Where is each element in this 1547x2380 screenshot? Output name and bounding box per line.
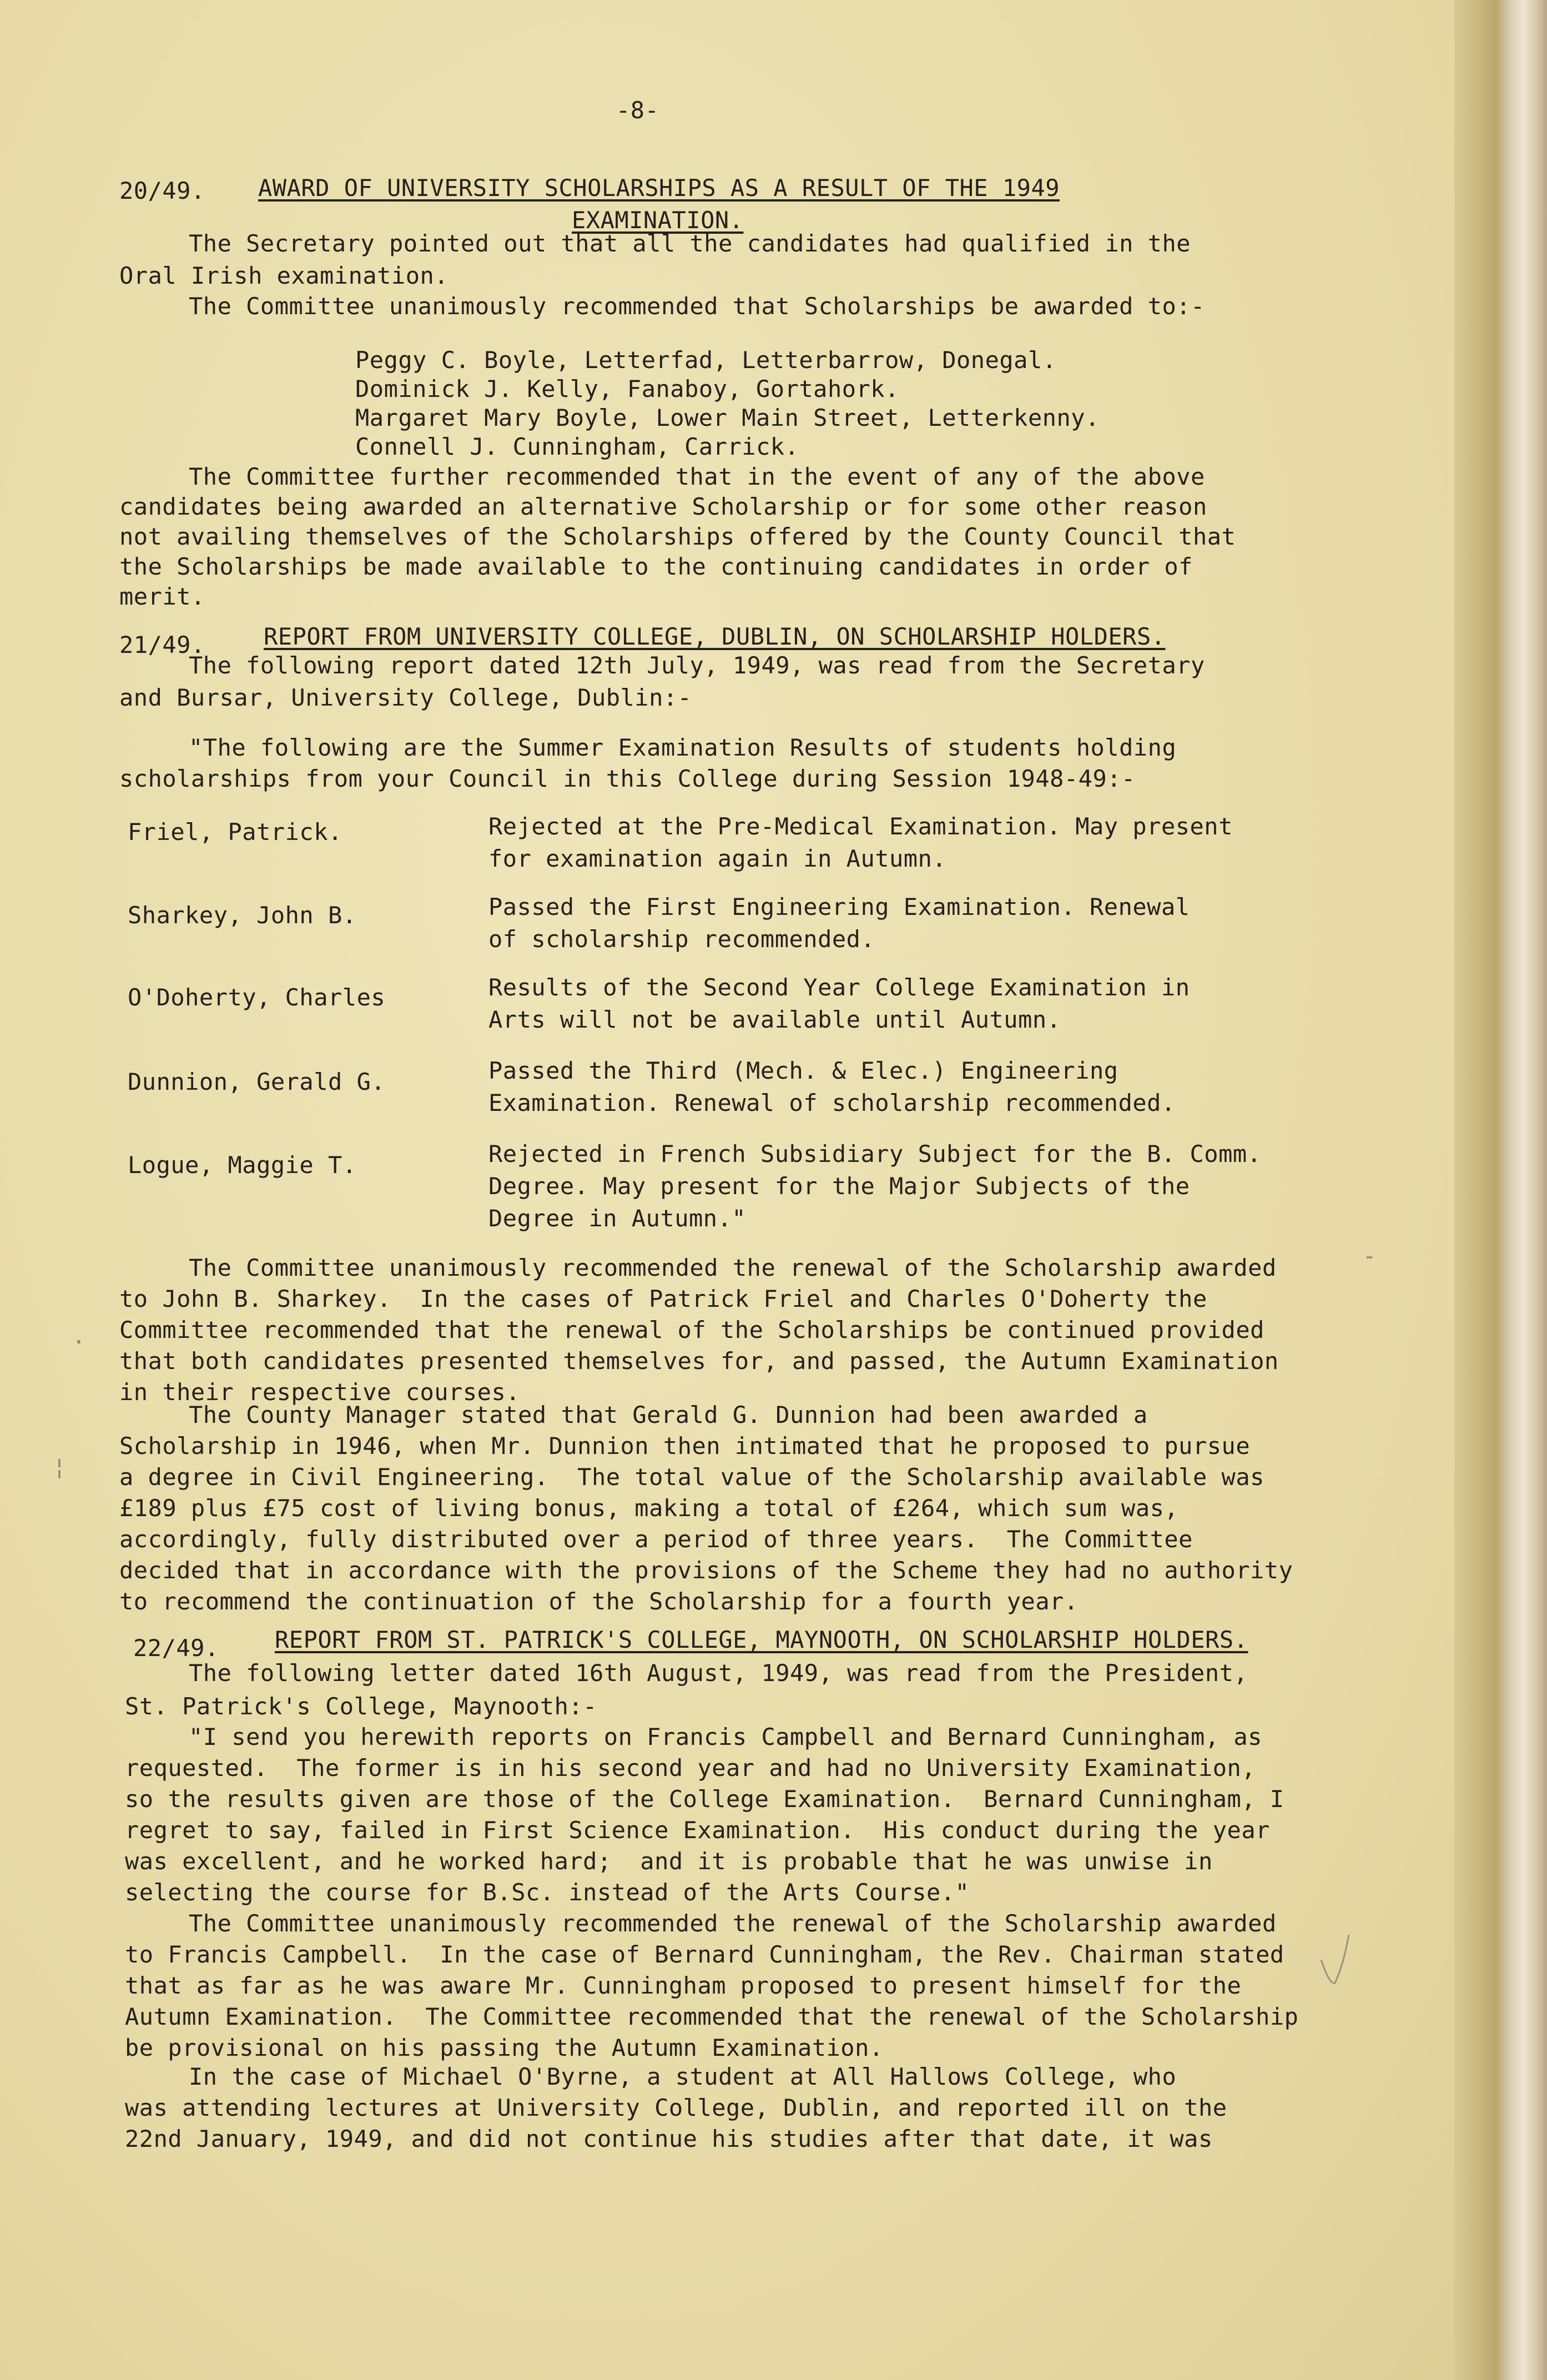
section-heading: REPORT FROM ST. PATRICK'S COLLEGE, MAYNOOTH, ON SCHOLARSHIP HOLDERS. [275,1626,1248,1653]
binding-edge [1454,0,1547,2380]
section-heading: REPORT FROM UNIVERSITY COLLEGE, DUBLIN, ON SCHOLARSHIP HOLDERS. [264,623,1166,650]
result-text: Passed the First Engineering Examination. Renewal of scholarship recommended. [488,893,1190,953]
para-line: decided that in accordance with the provisions of the Scheme they had no authority [119,1557,1293,1584]
para-line: that as far as he was aware Mr. Cunningham proposed to present himself for the [125,1972,1242,1999]
item-number: 22/49. [133,1634,219,1662]
result-text: Results of the Second Year College Examination in Arts will not be available until Autumn. [488,974,1190,1033]
para-line: Committee recommended that the renewal of the Scholarships be continued provided [119,1316,1264,1344]
quote-line: so the results given are those of the College Examination. Bernard Cunningham, I [125,1785,1284,1813]
recipient: Connell J. Cunningham, Carrick. [355,433,799,460]
quote-line: "I send you herewith reports on Francis Campbell and Bernard Cunningham, as [189,1723,1262,1750]
student-name: Dunnion, Gerald G. [128,1068,386,1095]
recipient: Dominick J. Kelly, Fanaboy, Gortahork. [355,375,899,402]
section-heading: AWARD OF UNIVERSITY SCHOLARSHIPS AS A RESULT OF THE 1949 [258,174,1060,202]
para-line: accordingly, fully distributed over a period of three years. The Committee [119,1526,1193,1553]
item-number: 21/49. [119,631,205,658]
para-line: merit. [119,583,205,610]
student-name: Logue, Maggie T. [128,1151,357,1179]
quote-line: "The following are the Summer Examination Results of students holding [189,734,1177,761]
result-text: Passed the Third (Mech. & Elec.) Engineering Examination. Renewal of scholarship recommended. [488,1057,1176,1116]
para-line: St. Patrick's College, Maynooth:- [125,1693,597,1720]
para-line: The following letter dated 16th August, 1949, was read from the President, [189,1659,1248,1687]
para-line: be provisional on his passing the Autumn Examination. [125,2034,884,2061]
para-line: The following report dated 12th July, 1949, was read from the Secretary [189,652,1205,679]
para-line: Autumn Examination. The Committee recommended that the renewal of the Scholarship [125,2003,1299,2030]
para-line: and Bursar, University College, Dublin:- [119,684,692,711]
student-name: O'Doherty, Charles [128,984,386,1011]
margin-mark: - [1363,1244,1377,1269]
quote-line: was excellent, and he worked hard; and it is probable that he was unwise in [125,1848,1213,1875]
section-heading-cont: EXAMINATION. [572,207,744,234]
para-line: in their respective courses. [119,1378,521,1406]
para-line: In the case of Michael O'Byrne, a student at All Hallows College, who [189,2063,1177,2090]
para-line: to John B. Sharkey. In the cases of Patrick Friel and Charles O'Doherty the [119,1285,1207,1312]
check-mark-icon [1318,1932,1352,1987]
quote-line: regret to say, failed in First Science Examination. His conduct during the year [125,1817,1270,1844]
margin-mark: · [72,1330,86,1355]
recipient: Margaret Mary Boyle, Lower Main Street, Letterkenny. [355,404,1100,431]
para-line: a degree in Civil Engineering. The total value of the Scholarship available was [119,1463,1264,1491]
para-line: The Committee further recommended that in the event of any of the above [189,463,1205,490]
para-line: The Committee unanimously recommended the renewal of the Scholarship awarded [189,1254,1277,1281]
page-number: -8- [616,97,659,124]
quote-line: requested. The former is in his second year and had no University Examination, [125,1754,1256,1782]
para-line: The County Manager stated that Gerald G. Dunnion had been awarded a [189,1401,1148,1428]
para-line: The Committee unanimously recommended that Scholarships be awarded to:- [189,293,1205,320]
para-line: the Scholarships be made available to the continuing candidates in order of [119,553,1193,580]
student-name: Friel, Patrick. [128,818,342,846]
para-line: to recommend the continuation of the Scholarship for a fourth year. [119,1588,1079,1615]
quote-line: scholarships from your Council in this College during Session 1948-49:- [119,765,1136,792]
quote-line: selecting the course for B.Sc. instead of the Arts Course." [125,1879,970,1906]
result-text: Rejected in French Subsidiary Subject for the B. Comm. Degree. May present for the Major Subjects of the Degree in Autumn." [488,1140,1262,1232]
para-line: The Committee unanimously recommended the renewal of the Scholarship awarded [189,1910,1277,1937]
para-line: Scholarship in 1946, when Mr. Dunnion then intimated that he proposed to pursue [119,1432,1251,1460]
para-line: not availing themselves of the Scholarships offered by the County Council that [119,523,1236,550]
para-line: was attending lectures at University College, Dublin, and reported ill on the [125,2094,1227,2121]
para-line: The Secretary pointed out that all the candidates had qualified in the [189,230,1191,257]
result-text: Rejected at the Pre-Medical Examination. May present for examination again in Autumn. [488,813,1233,872]
para-line: candidates being awarded an alternative Scholarship or for some other reason [119,493,1207,520]
recipient: Peggy C. Boyle, Letterfad, Letterbarrow, Donegal. [355,346,1057,374]
para-line: £189 plus £75 cost of living bonus, making a total of £264, which sum was, [119,1495,1179,1522]
margin-mark: ¦ [53,1455,67,1480]
para-line: Oral Irish examination. [119,262,449,289]
item-number: 20/49. [119,177,205,204]
para-line: 22nd January, 1949, and did not continue his studies after that date, it was [125,2125,1213,2152]
para-line: that both candidates presented themselves for, and passed, the Autumn Examination [119,1347,1279,1375]
para-line: to Francis Campbell. In the case of Bernard Cunningham, the Rev. Chairman stated [125,1941,1284,1968]
student-name: Sharkey, John B. [128,902,357,929]
